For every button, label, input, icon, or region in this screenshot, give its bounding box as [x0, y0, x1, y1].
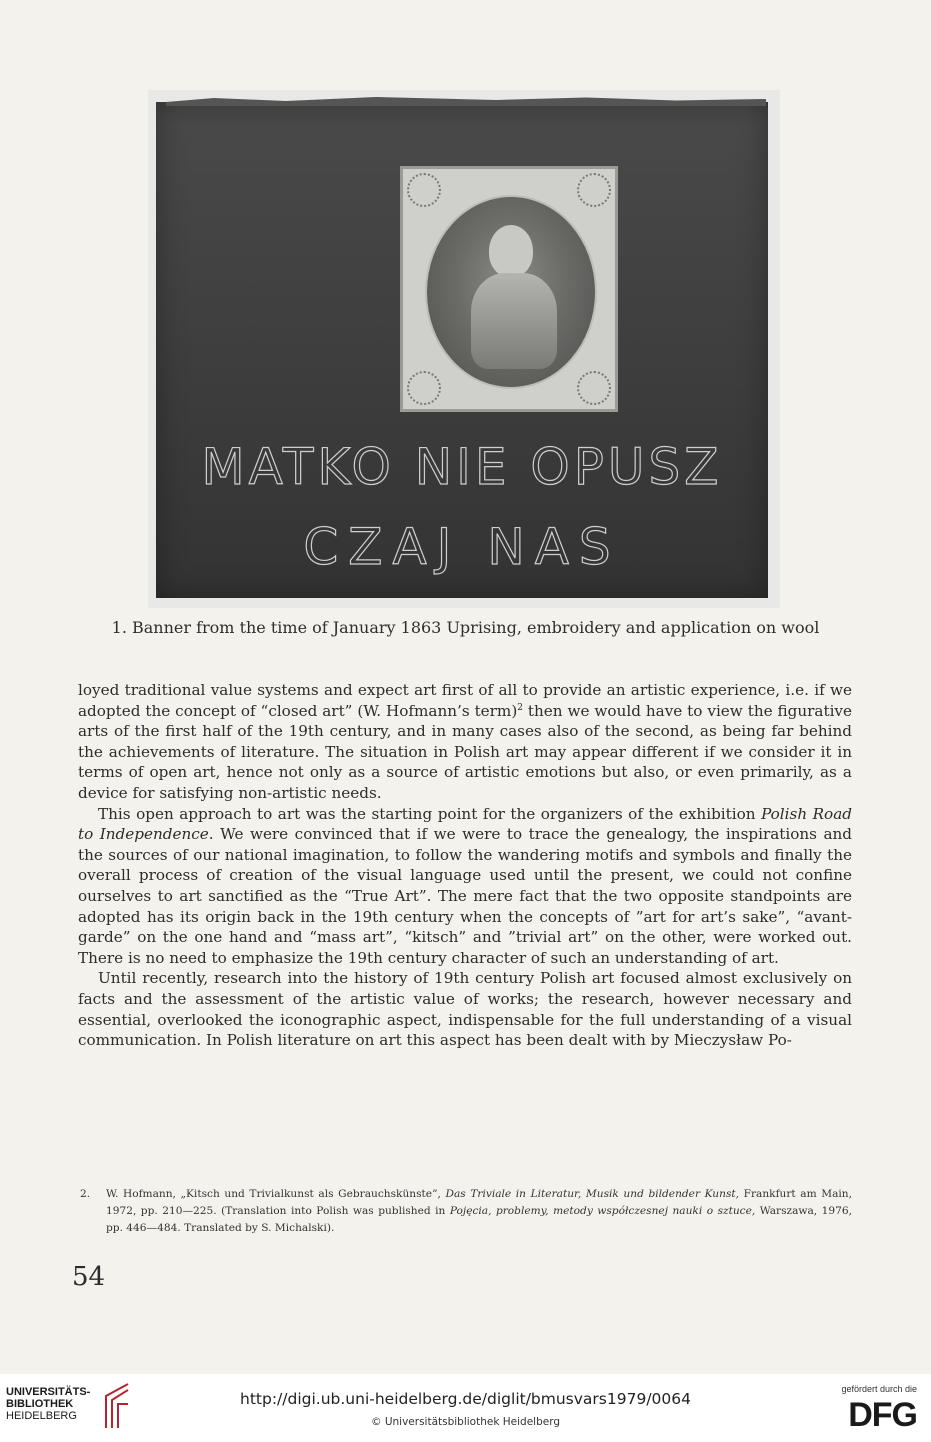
dfg-logo[interactable]: DFG [848, 1396, 917, 1434]
madonna-image [425, 195, 597, 389]
banner-frayed-edge [166, 96, 766, 106]
library-name-line1: UNIVERSITÄTS- [6, 1386, 91, 1398]
paragraph-1 [78, 680, 852, 804]
banner-inscription-line1: MATKO NIE OPUSZ [201, 438, 723, 496]
footnote-number: 2. [80, 1188, 91, 1200]
madonna-head [489, 225, 533, 277]
footnote-title-a: Das Triviale in Literatur, Musik und bildender Kunst, [445, 1188, 740, 1200]
copyright-notice: © Universitätsbibliothek Heidelberg [370, 1416, 560, 1428]
paragraph-2 [78, 804, 852, 969]
library-name-line3: HEIDELBERG [6, 1410, 77, 1422]
banner-cloth [156, 102, 768, 598]
banner-inscription-line2: CZAJ NAS [303, 518, 621, 576]
banner-photograph [148, 90, 780, 608]
footnote-text-a: W. Hofmann, „Kitsch und Trivialkunst als Gebrauchskünste”, [106, 1188, 446, 1200]
body-text [78, 680, 852, 1051]
madonna-figure [471, 273, 557, 369]
library-name-line2: BIBLIOTHEK [6, 1398, 74, 1410]
funding-note: gefördert durch die [841, 1384, 917, 1394]
paragraph-1-text-a: loyed traditional value systems and expect art first of all to provide an artistic experience, i.e. if we adopted the concept of “closed art” (W. Hofmann’s term) [78, 681, 852, 720]
paragraph-2-text-b: . We were convinced that if we were to trace the genealogy, the inspirations and the sources of our national imagination, to follow the wandering motifs and symbols and finally the overall process of creation of the visual language used until the present, we could not confine ourselves to art sanctified as the “True Art”. The mere fact that the two opposite standpoints are adopted has its origin back in the 19th century when the concepts of ”art for art’s sake”, “avant-garde” on the one hand and “mass art”, “kitsch” and ”trivial art” on the other, were worked out. There is no need to emphasize the 19th century character of such an understanding of art. [78, 825, 853, 967]
digitization-footer [0, 1374, 931, 1442]
footnote-text-b: Frankfurt am Main, 1972, pp. 210—225. (Translation into Polish was published in [106, 1188, 852, 1217]
paragraph-3: Until recently, research into the history of 19th century Polish art focused almost exclusively on facts and the assessment of the artistic value of works; the research, however necessary and essential, overlooked the iconographic aspect, indispensable for the full understanding of a visual communication. In Polish literature on art this aspect has been dealt with by Mieczysław Po- [78, 969, 852, 1050]
medallion-corner-ornament [577, 371, 611, 405]
page-number: 54 [72, 1262, 106, 1292]
permalink-url[interactable]: http://digi.ub.uni-heidelberg.de/diglit/bmusvars1979/0064 [240, 1390, 691, 1408]
footnote-text-c: Warszawa, 1976, pp. 446—484. Translated by S. Michalski). [106, 1205, 852, 1234]
madonna-medallion [400, 166, 618, 412]
medallion-corner-ornament [407, 371, 441, 405]
medallion-corner-ornament [407, 173, 441, 207]
footnote [80, 1186, 852, 1237]
paragraph-2-text-a: This open approach to art was the starting point for the organizers of the exhibition [98, 804, 762, 823]
footnote-reference: 2 [517, 702, 523, 713]
paragraph-1-text-b: then we would have to view the figurative arts of the first half of the 19th century, and in many cases also of the second, as being far behind the achievements of literature. The situation in Polish art may appear different if we consider it in terms of open art, hence not only as a source of artistic emotions but also, or even primarily, as a device for satisfying non-artistic needs. [78, 701, 852, 802]
footnote-body [106, 1186, 852, 1237]
figure-caption: 1. Banner from the time of January 1863 Uprising, embroidery and application on wool [111, 618, 820, 637]
footnote-title-b: Pojęcia, problemy, metody współczesnej nauki o sztuce, [449, 1205, 756, 1217]
exhibition-title: Polish Road to Independence [78, 804, 852, 844]
medallion-corner-ornament [577, 173, 611, 207]
